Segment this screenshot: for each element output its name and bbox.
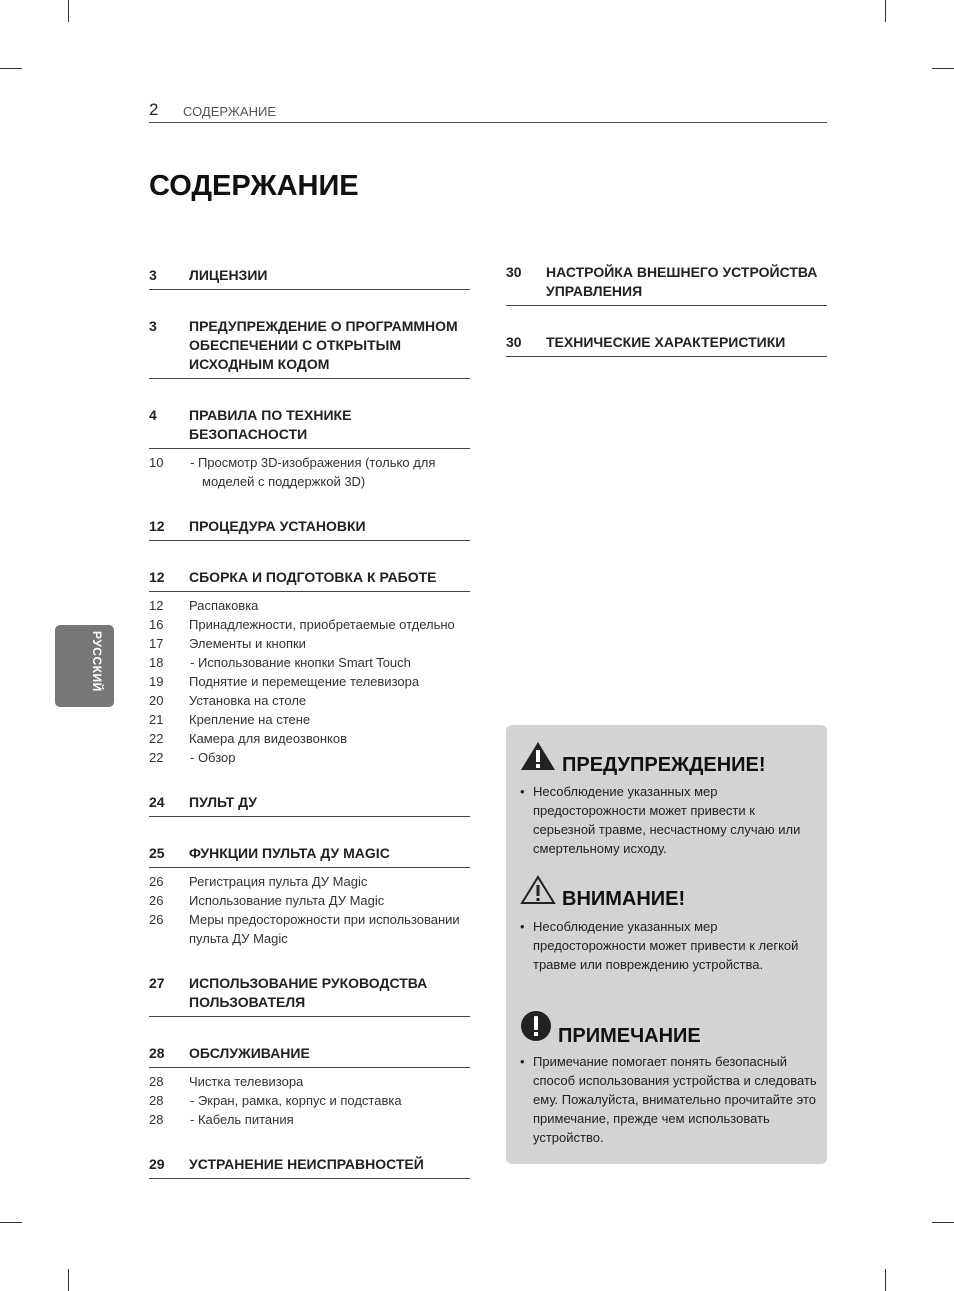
caution-triangle-icon — [520, 875, 556, 910]
toc-page-number: 24 — [149, 794, 165, 810]
toc-subentry — [149, 748, 470, 767]
toc-right-column — [506, 263, 827, 384]
toc-section-title: НАСТРОЙКА ВНЕШНЕГО УСТРОЙСТВА УПРАВЛЕНИЯ — [546, 264, 818, 299]
toc-subentry — [149, 891, 470, 910]
toc-sub-title: - Экран, рамка, корпус и подставка — [190, 1093, 402, 1108]
toc-sub-title: Элементы и кнопки — [189, 636, 306, 651]
toc-page-number: 30 — [506, 264, 522, 280]
toc-entry — [506, 263, 827, 306]
toc-subentries — [149, 872, 470, 948]
note-heading — [520, 1010, 701, 1047]
toc-entry — [149, 974, 470, 1017]
toc-sub-page-number: 26 — [149, 912, 164, 927]
warning-label: ПРЕДУПРЕЖДЕНИЕ! — [562, 754, 766, 776]
warning-heading — [520, 741, 766, 776]
toc-entry — [506, 333, 827, 357]
toc-sub-page-number: 22 — [149, 750, 164, 765]
toc-entry — [149, 1155, 470, 1179]
toc-section-title: ОБСЛУЖИВАНИЕ — [189, 1045, 310, 1061]
toc-page-number: 25 — [149, 845, 165, 861]
note-text: • Примечание помогает понять безопасный способ использования устройства и следовать ему. Пожалуйста, внимательно прочитайте это примечание, прежде чем использовать устройство. — [520, 1054, 817, 1145]
header-section-title: СОДЕРЖАНИЕ — [183, 104, 277, 119]
toc-subentry — [149, 634, 470, 653]
warning-text: • Несоблюдение указанных мер предосторожности может привести к серьезной травме, несчастному случаю или смертельному исходу. — [520, 784, 801, 856]
toc-entry-row — [149, 1044, 470, 1063]
toc-sub-title: Принадлежности, приобретаемые отдельно — [189, 617, 455, 632]
toc-subentry — [149, 710, 470, 729]
toc-entry-row — [149, 844, 470, 863]
page-title: СОДЕРЖАНИЕ — [149, 170, 359, 202]
toc-entry-row — [149, 266, 470, 285]
toc-entry-row — [149, 406, 470, 444]
note-label: ПРИМЕЧАНИЕ — [558, 1025, 701, 1047]
toc-entry — [149, 266, 470, 290]
crop-mark — [0, 1222, 22, 1223]
toc-sub-page-number: 28 — [149, 1093, 164, 1108]
toc-entry-row — [506, 333, 827, 352]
toc-subentries — [149, 453, 470, 491]
toc-entry-row — [149, 974, 470, 1012]
toc-subentry — [149, 872, 470, 891]
toc-subentry — [149, 910, 470, 948]
toc-sub-title: Регистрация пульта ДУ Magic — [189, 874, 368, 889]
toc-sub-page-number: 28 — [149, 1112, 164, 1127]
toc-subentry — [149, 1110, 470, 1129]
toc-page-number: 12 — [149, 518, 165, 534]
toc-sub-title: - Обзор — [190, 750, 236, 765]
toc-entry — [149, 1044, 470, 1068]
toc-entry — [149, 568, 470, 592]
toc-section-title: ТЕХНИЧЕСКИЕ ХАРАКТЕРИСТИКИ — [546, 334, 786, 350]
toc-page-number: 30 — [506, 334, 522, 350]
toc-entry — [149, 844, 470, 868]
crop-mark — [932, 1222, 954, 1223]
toc-sub-page-number: 18 — [149, 655, 164, 670]
toc-sub-title: Использование пульта ДУ Magic — [189, 893, 385, 908]
warning-triangle-icon — [520, 741, 556, 776]
toc-sub-title: Чистка телевизора — [189, 1074, 304, 1089]
toc-section-title: ПУЛЬТ ДУ — [189, 794, 258, 810]
toc-sub-page-number: 16 — [149, 617, 164, 632]
toc-entry-row — [149, 1155, 470, 1174]
toc-entry — [149, 793, 470, 817]
toc-sub-title: - Просмотр 3D-изображения (только для моделей с поддержкой 3D) — [190, 455, 436, 489]
toc-page-number: 27 — [149, 975, 165, 991]
toc-page-number: 3 — [149, 267, 157, 283]
toc-left-column — [149, 266, 470, 1206]
toc-section-title: ПРАВИЛА ПО ТЕХНИКЕ БЕЗОПАСНОСТИ — [189, 407, 352, 442]
caution-label: ВНИМАНИЕ! — [562, 888, 686, 910]
toc-subentry — [149, 691, 470, 710]
crop-mark — [0, 68, 22, 69]
toc-page-number: 4 — [149, 407, 157, 423]
toc-sub-title: - Кабель питания — [190, 1112, 294, 1127]
crop-mark — [68, 0, 69, 22]
toc-entry-row — [506, 263, 827, 301]
toc-sub-page-number: 22 — [149, 731, 164, 746]
toc-sub-title: Установка на столе — [189, 693, 307, 708]
toc-subentry — [149, 615, 470, 634]
toc-sub-page-number: 21 — [149, 712, 164, 727]
toc-subentry — [149, 596, 470, 615]
toc-sub-page-number: 17 — [149, 636, 164, 651]
crop-mark — [68, 1269, 69, 1291]
language-label: РУССКИЙ — [90, 631, 104, 692]
toc-subentry — [149, 1091, 470, 1110]
toc-entry-row — [149, 793, 470, 812]
toc-sub-title: Крепление на стене — [189, 712, 311, 727]
toc-sub-page-number: 12 — [149, 598, 164, 613]
toc-page-number: 3 — [149, 318, 157, 334]
toc-subentry — [149, 729, 470, 748]
toc-subentry — [149, 653, 470, 672]
toc-subentry — [149, 453, 470, 491]
notes-panel — [506, 725, 827, 1164]
toc-sub-page-number: 28 — [149, 1074, 164, 1089]
language-side-tab — [55, 625, 114, 707]
toc-subentry — [149, 1072, 470, 1091]
toc-section-title: ЛИЦЕНЗИИ — [189, 267, 268, 283]
crop-mark — [885, 0, 886, 22]
toc-sub-page-number: 20 — [149, 693, 164, 708]
toc-entry-row — [149, 568, 470, 587]
toc-sub-title: Камера для видеозвонков — [189, 731, 348, 746]
toc-page-number: 12 — [149, 569, 165, 585]
crop-mark — [932, 68, 954, 69]
toc-section-title: ИСПОЛЬЗОВАНИЕ РУКОВОДСТВА ПОЛЬЗОВАТЕЛЯ — [189, 975, 428, 1010]
toc-sub-title: Меры предосторожности при использовании пульта ДУ Magic — [189, 912, 460, 946]
toc-sub-page-number: 10 — [149, 455, 164, 470]
page-header — [149, 100, 827, 123]
toc-sub-title: Распаковка — [189, 598, 259, 613]
caution-heading — [520, 875, 685, 910]
toc-sub-title: Поднятие и перемещение телевизора — [189, 674, 420, 689]
toc-sub-page-number: 19 — [149, 674, 164, 689]
exclamation-circle-icon — [520, 1010, 552, 1047]
toc-subentries — [149, 1072, 470, 1129]
toc-subentry — [149, 672, 470, 691]
toc-page-number: 29 — [149, 1156, 165, 1172]
toc-section-title: ПРОЦЕДУРА УСТАНОВКИ — [189, 518, 366, 534]
toc-entry-row — [149, 517, 470, 536]
toc-sub-page-number: 26 — [149, 893, 164, 908]
toc-page-number: 28 — [149, 1045, 165, 1061]
toc-section-title: УСТРАНЕНИЕ НЕИСПРАВНОСТЕЙ — [189, 1156, 424, 1172]
crop-mark — [885, 1269, 886, 1291]
toc-entry — [149, 517, 470, 541]
toc-entry — [149, 317, 470, 379]
page-number: 2 — [149, 100, 159, 119]
toc-entry-row — [149, 317, 470, 374]
toc-section-title: ФУНКЦИИ ПУЛЬТА ДУ MAGIC — [189, 845, 390, 861]
toc-sub-page-number: 26 — [149, 874, 164, 889]
caution-text: • Несоблюдение указанных мер предосторожности может привести к легкой травме или повреждению устройства. — [520, 919, 799, 972]
toc-section-title: ПРЕДУПРЕЖДЕНИЕ О ПРОГРАММНОМ ОБЕСПЕЧЕНИИ С ОТКРЫТЫМ ИСХОДНЫМ КОДОМ — [189, 318, 458, 372]
toc-entry — [149, 406, 470, 449]
toc-subentries — [149, 596, 470, 767]
toc-sub-title: - Использование кнопки Smart Touch — [190, 655, 411, 670]
toc-section-title: СБОРКА И ПОДГОТОВКА К РАБОТЕ — [189, 569, 437, 585]
